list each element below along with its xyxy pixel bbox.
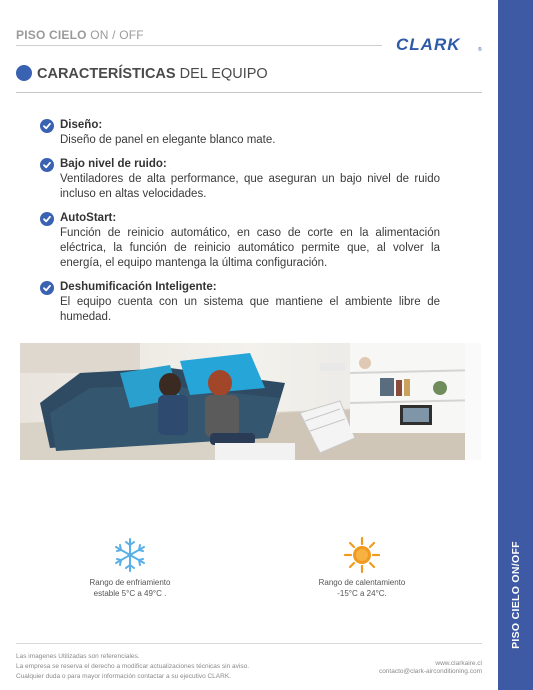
footer-disclaimer: Las imagenes Utilizadas son referenciales. La empresa se reserva el derecho a modificar actualizaciones técnicas sin aviso. Cualquier duda o para mayor información contactar a su ejecutivo CLARK. bbox=[16, 653, 250, 680]
side-band-label: PISO CIELO ON/OFF bbox=[510, 541, 522, 649]
header-divider bbox=[16, 45, 382, 46]
cooling-range-caption: Rango de enfriamiento estable 5°C a 49°C . bbox=[89, 578, 171, 598]
feature-description: Ventiladores de alta performance, que aseguran un bajo nivel de ruido incluso en altas velocidades. bbox=[60, 173, 440, 200]
check-icon bbox=[40, 158, 54, 172]
section-bullet-icon bbox=[16, 65, 32, 81]
feature-title: Deshumificación Inteligente: bbox=[60, 281, 217, 293]
footer-divider bbox=[16, 643, 482, 644]
section-divider bbox=[16, 92, 482, 93]
feature-title: Bajo nivel de ruido: bbox=[60, 158, 167, 170]
feature-description: Función de reinicio automático, en caso de corte en la alimentación eléctrica, la función de reinicio automático permite que, al volver la energía, el equipo mantenga la última configuración. bbox=[60, 227, 440, 269]
check-icon bbox=[40, 119, 54, 133]
feature-description: El equipo cuenta con un sistema que mantiene el ambiente libre de humedad. bbox=[60, 296, 440, 323]
section-title: CARACTERÍSTICAS DEL EQUIPO bbox=[37, 66, 268, 82]
sun-icon bbox=[343, 536, 381, 574]
svg-text:®: ® bbox=[478, 47, 482, 53]
email-link[interactable]: contacto@clark-airconditioning.com bbox=[378, 668, 482, 675]
feature-description: Diseño de panel en elegante blanco mate. bbox=[60, 134, 276, 146]
feature-title: Diseño: bbox=[60, 119, 103, 131]
feature-item-ruido bbox=[40, 157, 440, 202]
clark-logo bbox=[396, 34, 484, 54]
website-link[interactable]: www.clarkaire.cl bbox=[435, 660, 482, 667]
check-icon bbox=[40, 281, 54, 295]
feature-item-diseno bbox=[40, 118, 440, 148]
footer-contact bbox=[330, 660, 482, 676]
feature-item-deshumificacion bbox=[40, 280, 440, 325]
heating-range-caption: Rango de calentamiento -15°C a 24°C. bbox=[318, 578, 406, 598]
document-header-title: PISO CIELO ON / OFF bbox=[16, 28, 144, 42]
snowflake-icon bbox=[111, 536, 149, 574]
feature-title: AutoStart: bbox=[60, 212, 117, 224]
living-room-photo bbox=[20, 343, 481, 460]
feature-item-autostart bbox=[40, 211, 440, 271]
svg-text:CLARK: CLARK bbox=[396, 35, 461, 54]
check-icon bbox=[40, 212, 54, 226]
